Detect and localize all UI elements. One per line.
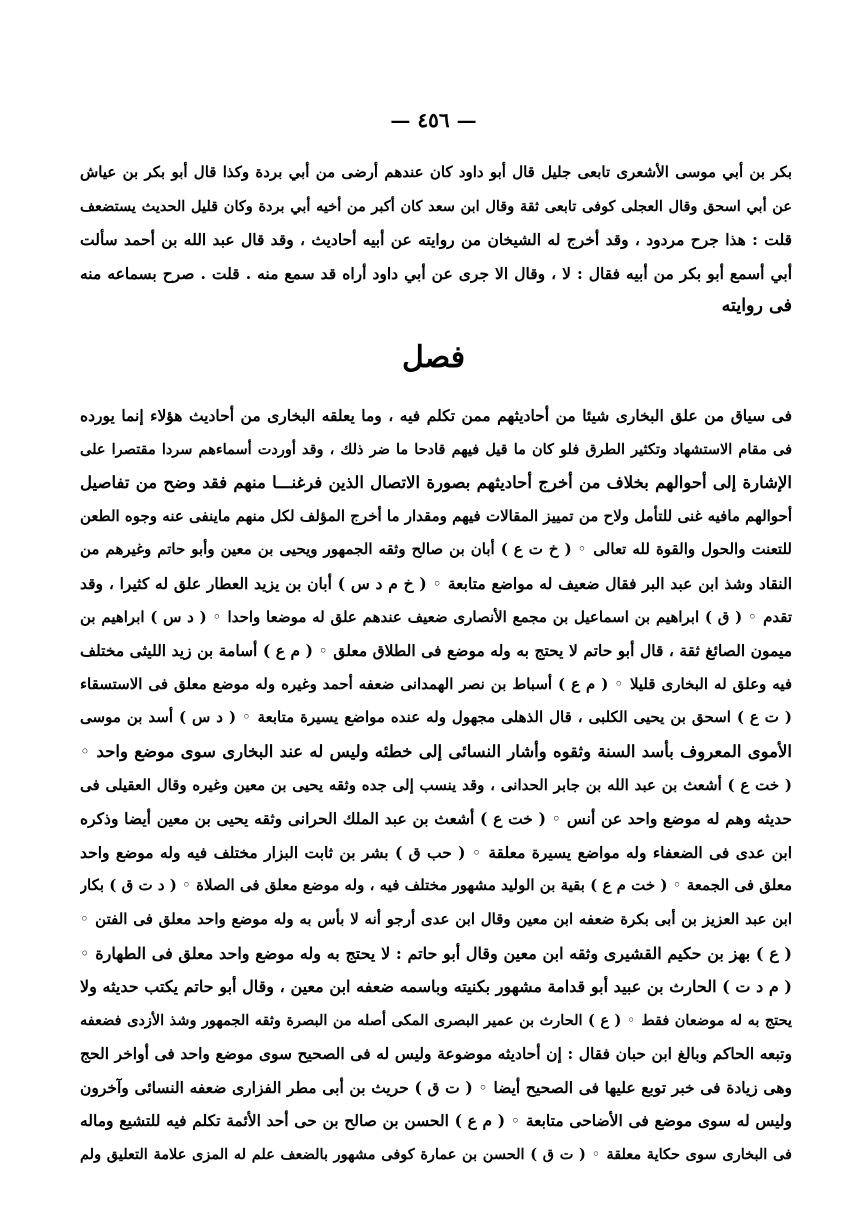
text-line: ( خت ع ) أشعث بن عبد الله بن جابر الحدانى ، وقد ينسب إلى جده وثقه يحيى بن معين وغيره وقال العقيلى فى: [80, 775, 792, 794]
text-line: فى سياق من علق البخارى شيئا من أحاديثهم ممن تكلم فيه ، وما يعلقه البخارى من أحاديث هؤلاء إنما يورده: [80, 406, 792, 425]
text-line: قلت : هذا جرح مردود ، وقد أخرج له الشيخان من روايته عن أبيه أحاديث ، وقد قال عبد الله بن أحمد سألت: [80, 230, 792, 250]
text-line: الأموى المعروف بأسد السنة وثقوه وأشار النسائى إلى خطئه وليس له عند البخارى سوى موضع واحد ◦: [80, 741, 792, 761]
text-line: فى روايته: [721, 296, 792, 317]
section-heading: فصل: [401, 340, 466, 375]
text-line: ( ع ) بهز بن حكيم القشيرى وثقه ابن معين وقال أبو حاتم : لا يحتج به وله موضع واحد معلق فى الطهارة ◦: [80, 943, 792, 963]
text-line: عن أبي اسحق وقال العجلى كوفى تابعى ثقة وقال ابن سعد كان أكبر من أخيه أبي بردة وكان قليل الحديث يستضعف: [80, 197, 792, 215]
text-line: فيه وعلق له البخارى قليلا ◦ ( م ع ) أسباط بن نصر الهمدانى ضعفه أحمد وغيره وله موضع معلق فى الاستسقاء: [80, 674, 792, 693]
text-line: معلق فى الجمعة ◦ ( خت م ع ) بقية بن الوليد مشهور مختلف فيه ، وله موضع معلق فى الصلاة ◦ ( د ت ق ) بكار: [80, 876, 792, 895]
text-line: بكر بن أبي موسى الأشعرى تابعى جليل قال أبو داود كان عندهم أرضى من أبي بردة وكذا قال أبو بكر بن عياش: [80, 163, 792, 181]
text-line: فى البخارى سوى حكاية معلقة ◦ ( ت ق ) الحسن بن عمارة كوفى مشهور بالضعف علم له المزى علامة التعليق ولم: [80, 1146, 792, 1164]
text-line: الإشارة إلى أحوالهم بخلاف من أخرج أحاديثهم بصورة الاتصال الذين فرغنـــا منهم فقد وضح من تفاصيل: [80, 473, 792, 493]
text-line: ابن عبد العزيز بن أبى بكرة ضعفه ابن معين وقال ابن عدى أرجو أنه لا بأس به وله موضع واحد معلق فى الفتن ◦: [80, 909, 792, 928]
text-line: أبي أسمع أبو بكر من أبيه فقال : لا ، وقال الا جرى عن أبي داود أراه قد سمع منه . قلت . صرح بسماعه منه: [80, 263, 792, 283]
text-line: النقاد وشذ ابن عبد البر فقال ضعيف له مواضع متابعة ◦ ( خ م د س ) أبان بن يزيد العطار علق له كثيرا ، وقد: [80, 573, 792, 593]
text-line: تقدم ◦ ( ق ) ابراهيم بن اسماعيل بن مجمع الأنصارى ضعيف عندهم علق له موضعا واحدا ◦ ( د س ) ابراهيم بن: [80, 607, 792, 626]
text-line: ابن عدى فى الضعفاء وله مواضع يسيرة معلقة ◦ ( حب ق ) بشر بن ثابت البزار مختلف فيه وله موضع واحد: [80, 842, 792, 862]
page-number: — ٤٥٦ —: [390, 108, 477, 132]
intro-paragraph: [80, 156, 792, 324]
text-line: وهى زيادة فى خبر توبع عليها فى الصحيح أيضا ◦ ( ت ق ) حريث بن أبى مطر الفزارى ضعفه النسائى وآخرون: [80, 1077, 792, 1097]
main-paragraph: [80, 399, 792, 1172]
text-line: ميمون الصائغ ثقة ، قال أبو حاتم لا يحتج به وله موضع فى الطلاق معلق ◦ ( م ع ) أسامة بن زيد الليثى مختلف: [80, 641, 792, 661]
text-line: وليس له سوى موضع فى الأضاحى متابعة ◦ ( م ع ) الحسن بن صالح بن حى أحد الأئمة تكلم فيه للتشيع وماله: [80, 1111, 792, 1131]
text-line: حديثه وهم له موضع واحد عن أنس ◦ ( خت ع ) أشعث بن عبد الملك الحرانى وثقه يحيى بن معين أيضا وذكره: [80, 809, 792, 829]
text-line: ( م د ت ) الحارث بن عبيد أبو قدامة مشهور بكنيته وباسمه ضعفه ابن معين ، وقال أبو حاتم يكتب حديثه ولا: [80, 977, 792, 997]
text-line: للتعنت والحول والقوة لله تعالى ◦ ( خ ت ع ) أبان بن صالح وثقه الجمهور ويحيى بن معين وأبو حاتم وغيرهم من: [80, 540, 792, 559]
text-line: فى مقام الاستشهاد وتكثير الطرق فلو كان ما قيل فيهم قادحا ما ضر ذلك ، وقد أوردت أسماءهم سردا مقتصرا على: [80, 440, 792, 458]
text-line: يحتج به له موضعان فقط ◦ ( ع ) الحارث بن عمير البصرى المكى أصله من البصرة وثقه الجمهور وشذ الأزدى فضعفه: [80, 1011, 792, 1029]
text-line: ( ت ع ) اسحق بن يحيى الكلبى ، قال الذهلى مجهول وله عنده مواضع يسيرة متابعة ◦ ( د س ) أسد بن موسى: [80, 708, 792, 727]
text-line: وتبعه الحاكم وبالغ ابن حبان فقال : إن أحاديثه موضوعة وليس له فى الصحيح سوى موضع واحد فى أواخر الحج: [80, 1044, 792, 1064]
text-line: أحوالهم مافيه غنى للتأمل ولاح من تمييز المقالات فيهم ومقدار ما أخرج المؤلف لكل منهم ماينفى عنه وجوه الطعن: [80, 506, 792, 525]
